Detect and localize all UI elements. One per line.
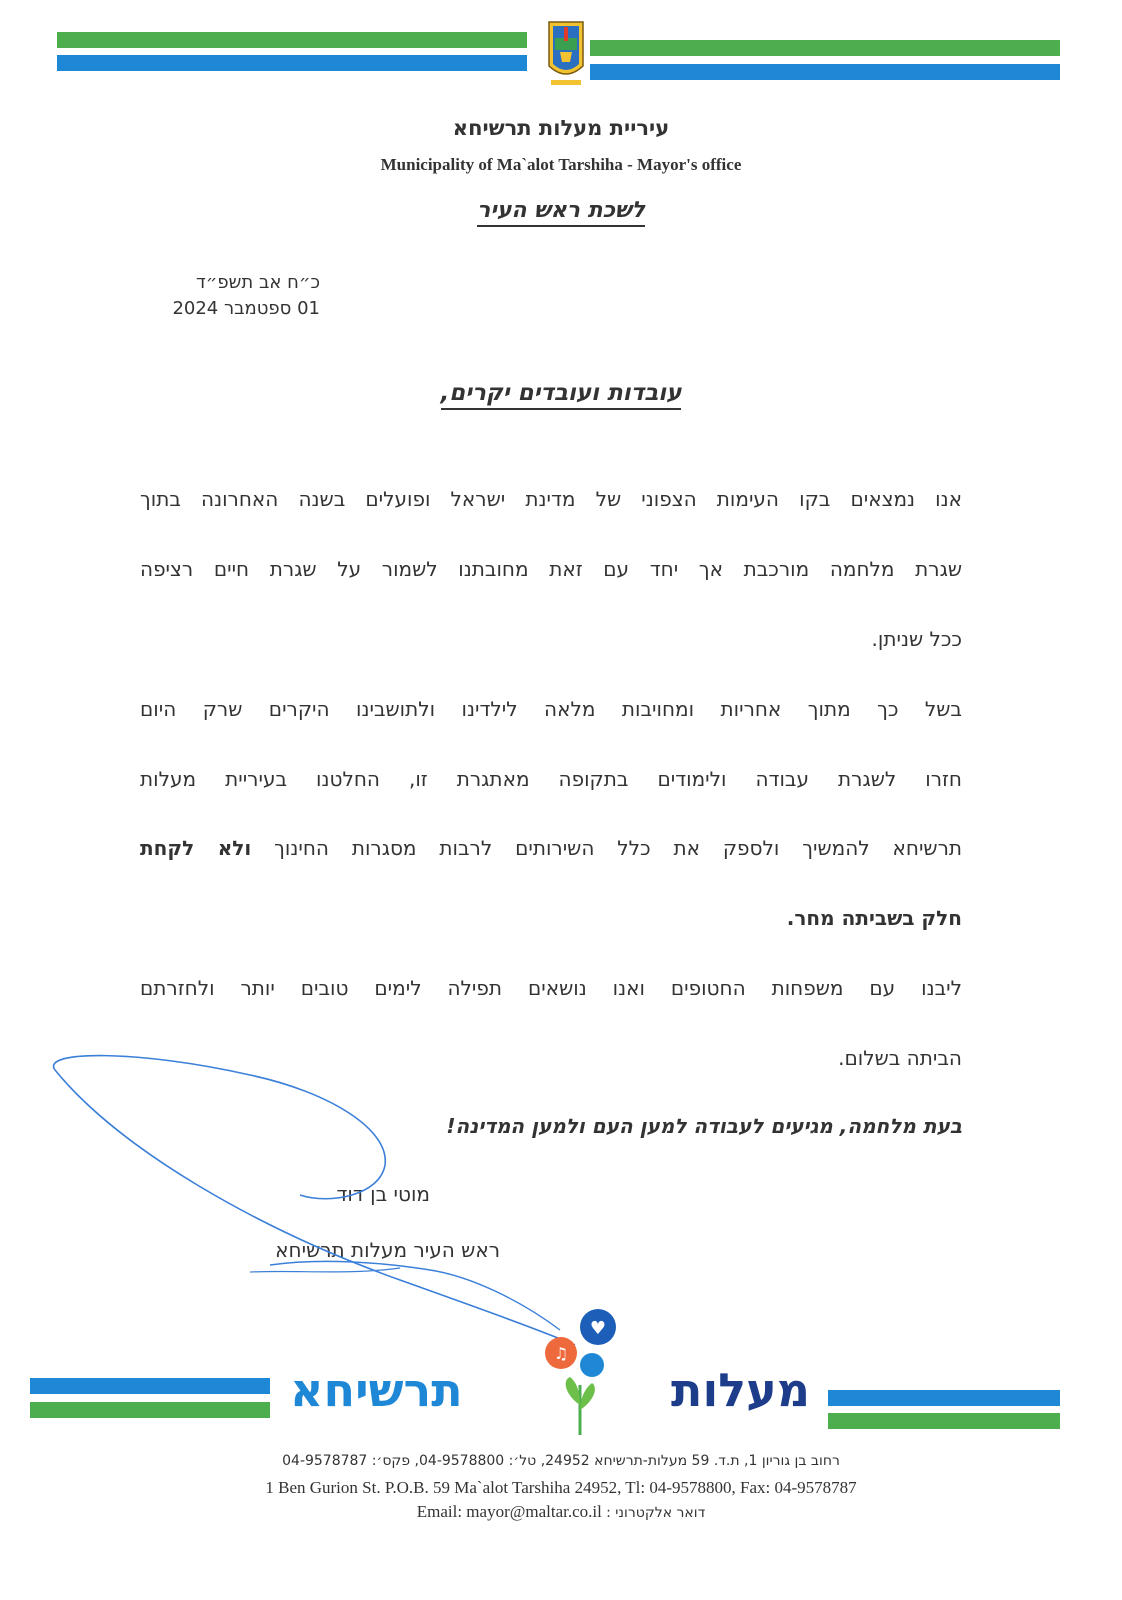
body-line-6-bold: ולא לקחת xyxy=(140,836,252,860)
body-line-7: חלק בשביתה מחר. xyxy=(786,906,962,930)
body-line-6 xyxy=(140,838,962,858)
footer-stripe-blue-left xyxy=(30,1378,270,1394)
footer-email[interactable]: Email: mayor@maltar.co.il xyxy=(416,1502,602,1521)
body-line-6-regular: תרשיחא להמשיך ולספק את כלל השירותים לרבות מסגרות החינוך xyxy=(274,836,963,860)
municipality-english-title: Municipality of Ma`alot Tarshiha - Mayor's office xyxy=(380,155,742,174)
letter-greeting xyxy=(0,380,1122,406)
footer-stripe-blue-right xyxy=(828,1390,1060,1406)
footer-stripe-green-right xyxy=(828,1413,1060,1429)
header-stripe-green-left xyxy=(57,32,527,48)
hebrew-date: כ״ח אב תשפ״ד xyxy=(195,272,320,293)
city-logo xyxy=(290,1305,820,1435)
gregorian-date: 01 ספטמבר 2024 xyxy=(172,298,320,319)
body-line-9: הביתה בשלום. xyxy=(838,1046,962,1070)
body-line-4: בשל כך מתוך אחריות ומחויבות מלאה לילדינו ולתושבינו היקרים שרק היום xyxy=(140,697,962,721)
body-line-8: ליבנו עם משפחות החטופים ואנו נושאים תפילה לימים טובים יותר ולחזרתם xyxy=(140,976,962,1000)
footer-stripe-green-left xyxy=(30,1402,270,1418)
signatory-name: מוטי בן דוד xyxy=(336,1182,430,1206)
body-line-1: אנו נמצאים בקו העימות הצפוני של מדינת ישראל ופועלים בשנה האחרונה בתוך xyxy=(140,487,962,511)
signatory-title: ראש העיר מעלות תרשיחא xyxy=(275,1238,500,1262)
handwritten-signature-icon xyxy=(0,1040,1122,1350)
footer-address-hebrew: רחוב בן גוריון 1, ת.ד. 59 מעלות-תרשיחא 24952, טל׳: 04-9578800, פקס׳: 04-9578787 xyxy=(282,1453,840,1469)
greeting-text: עובדות ועובדים יקרים, xyxy=(441,380,682,410)
body-line-2: שגרת מלחמה מורכבת אך יחד עם זאת מחובתנו לשמור על שגרת חיים רציפה xyxy=(140,557,962,581)
footer-email-label: דואר אלקטרוני : xyxy=(606,1505,706,1521)
office-title-text: לשכת ראש העיר xyxy=(477,198,645,227)
municipality-hebrew-title: עיריית מעלות תרשיחא xyxy=(452,116,670,140)
body-line-5: חזרו לשגרת עבודה ולימודים בתקופה מאתגרת זו, החלטנו בעיריית מעלות xyxy=(140,767,962,791)
header-stripe-green-right xyxy=(590,40,1060,56)
header-stripe-blue-left xyxy=(57,55,527,71)
municipal-crest-icon xyxy=(543,18,589,90)
logo-wordmark xyxy=(290,1363,820,1423)
logo-word-tarshiha: תרשיחא xyxy=(290,1363,463,1417)
logo-word-maalot: מעלות xyxy=(671,1363,810,1417)
svg-text:♥: ♥ xyxy=(589,1318,607,1339)
svg-text:♫: ♫ xyxy=(553,1344,569,1363)
footer-address-english: 1 Ben Gurion St. P.O.B. 59 Ma`alot Tarshiha 24952, Tl: 04-9578800, Fax: 04-9578787 xyxy=(265,1478,857,1497)
mayor-office-title xyxy=(0,198,1122,223)
body-line-3: ככל שניתן. xyxy=(871,627,962,651)
header-stripe-blue-right xyxy=(590,64,1060,80)
footer-email-line xyxy=(0,1502,1122,1522)
closing-slogan: בעת מלחמה, מגיעים לעבודה למען העם ולמען המדינה! xyxy=(446,1114,962,1138)
